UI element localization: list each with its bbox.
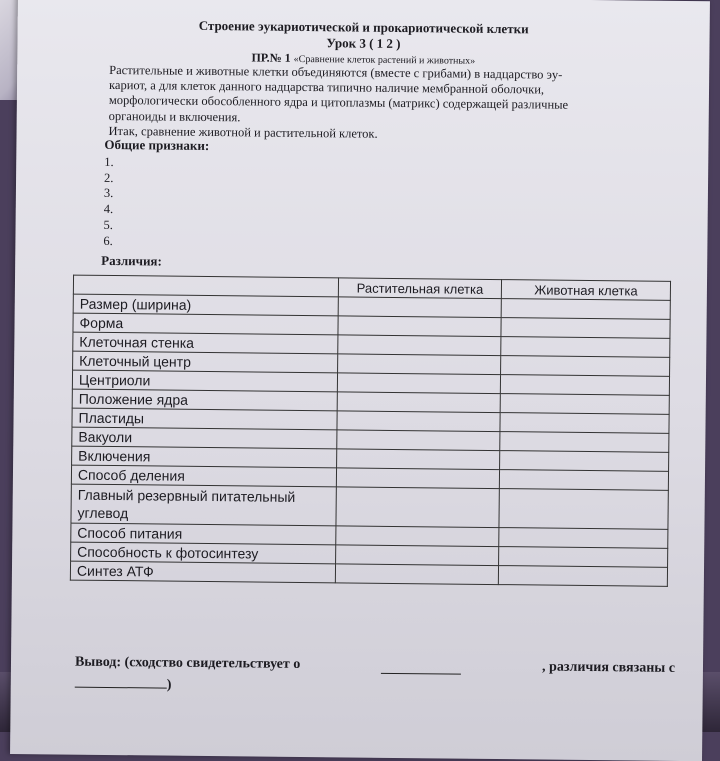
row-label: Способ питания <box>71 523 336 545</box>
practical-work-topic: «Сравнение клеток растений и животных» <box>293 53 476 67</box>
animal-cell-answer[interactable] <box>501 337 670 358</box>
intro-line: органоиды и включения. <box>108 108 241 124</box>
animal-cell-answer[interactable] <box>499 489 668 530</box>
table-row <box>71 484 668 529</box>
common-features-heading: Общие признаки: <box>104 136 210 154</box>
row-label: Способ деления <box>71 465 336 487</box>
animal-cell-answer[interactable] <box>500 451 669 472</box>
row-label: Вакуоли <box>72 427 337 449</box>
differences-heading: Различия: <box>101 252 162 269</box>
common-feature-item: 6. <box>103 233 113 248</box>
animal-cell-answer[interactable] <box>499 528 668 549</box>
similarity-blank[interactable] <box>381 658 461 675</box>
plant-cell-answer[interactable] <box>338 354 501 375</box>
table-header-cell: Животная клетка <box>501 280 670 301</box>
common-feature-item: 2. <box>104 170 114 185</box>
intro-line: морфологически обособленного ядра и цитоплазмы (матрикс) содержащей различные <box>108 93 569 113</box>
row-label: Пластиды <box>72 408 337 430</box>
plant-cell-answer[interactable] <box>335 564 498 585</box>
animal-cell-answer[interactable] <box>501 299 670 320</box>
common-feature-item: 4. <box>103 202 114 217</box>
plant-cell-answer[interactable] <box>336 545 499 566</box>
plant-cell-answer[interactable] <box>337 392 500 413</box>
conclusion-block <box>75 655 675 699</box>
table-header-cell: Растительная клетка <box>338 278 501 299</box>
row-label: Синтез АТФ <box>70 561 335 583</box>
plant-cell-answer[interactable] <box>338 297 501 318</box>
animal-cell-answer[interactable] <box>498 566 667 587</box>
plant-cell-answer[interactable] <box>336 487 499 528</box>
common-feature-item: 5. <box>103 217 114 232</box>
conclusion-text-start: Вывод: (сходство свидетельствует о <box>74 654 301 672</box>
comparison-table <box>70 275 671 587</box>
row-label: Размер (ширина) <box>73 294 338 316</box>
animal-cell-answer[interactable] <box>500 413 669 434</box>
row-label: Форма <box>73 313 338 335</box>
lesson-number: Урок 3 ( 1 2 ) <box>326 35 401 52</box>
animal-cell-answer[interactable] <box>501 318 670 339</box>
row-label: Клеточный центр <box>73 351 338 373</box>
animal-cell-answer[interactable] <box>500 375 669 396</box>
animal-cell-answer[interactable] <box>500 394 669 415</box>
row-label: Способность к фотосинтезу <box>71 542 336 564</box>
conclusion-text-end: ) <box>166 677 172 693</box>
worksheet-title: Строение эукариотической и прокариотической клетки <box>198 17 529 37</box>
row-label: Главный резервный питательный углевод <box>71 484 336 526</box>
row-label: Центриоли <box>72 370 337 392</box>
plant-cell-answer[interactable] <box>337 411 500 432</box>
row-label: Клеточная стенка <box>73 332 338 354</box>
plant-cell-answer[interactable] <box>338 316 501 337</box>
intro-paragraph <box>108 63 669 145</box>
animal-cell-answer[interactable] <box>501 356 670 377</box>
plant-cell-answer[interactable] <box>337 373 500 394</box>
intro-line: кариот, а для клеток данного надцарства типично наличие мембранной оболочки, <box>108 78 545 97</box>
animal-cell-answer[interactable] <box>500 432 669 453</box>
plant-cell-answer[interactable] <box>336 526 499 547</box>
common-feature-item: 1. <box>104 154 114 170</box>
plant-cell-answer[interactable] <box>337 449 500 470</box>
plant-cell-answer[interactable] <box>338 335 501 356</box>
intro-line: Итак, сравнение животной и растительной клеток. <box>108 123 378 141</box>
difference-blank[interactable] <box>75 687 167 689</box>
plant-cell-answer[interactable] <box>336 468 499 489</box>
animal-cell-answer[interactable] <box>499 470 668 491</box>
animal-cell-answer[interactable] <box>499 547 668 568</box>
practical-work-number: ПР.№ 1 <box>251 50 291 65</box>
row-label: Включения <box>72 446 337 468</box>
row-label: Положение ядра <box>72 389 337 411</box>
intro-line: Растительные и животные клетки объединяются (вместе с грибами) в надцарство эу- <box>109 62 563 82</box>
plant-cell-answer[interactable] <box>337 430 500 451</box>
conclusion-text-middle: , различия связаны с <box>542 659 676 676</box>
common-features-list <box>103 155 113 249</box>
common-feature-item: 3. <box>103 186 114 201</box>
worksheet-page <box>10 0 710 761</box>
